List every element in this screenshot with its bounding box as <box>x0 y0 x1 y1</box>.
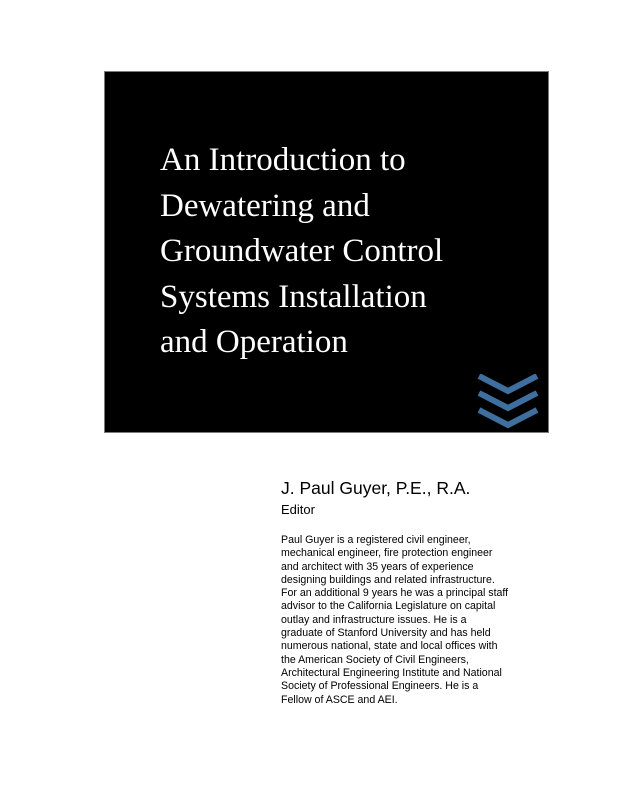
author-role: Editor <box>281 502 315 517</box>
author-name: J. Paul Guyer, P.E., R.A. <box>281 478 471 498</box>
triple-chevron-down-icon <box>477 374 539 430</box>
cover-panel <box>104 71 549 433</box>
author-bio: Paul Guyer is a registered civil engineer, mechanical engineer, fire protection engineer and architect with 35 years of experience designing buildings and related infrastructure. For an additional 9 years he was a principal staff advisor to the California Legislature on capital outlay and infrastructure issues. He is a graduate of Stanford University and has held numerous national, state and local offices with the American Society of Civil Engineers, Architectural Engineering Institute and National Society of Professional Engineers. He is a Fellow of ASCE and AEI. <box>281 534 509 706</box>
book-title: An Introduction to Dewatering and Groundwater Control Systems Installation and Operation <box>160 142 444 360</box>
